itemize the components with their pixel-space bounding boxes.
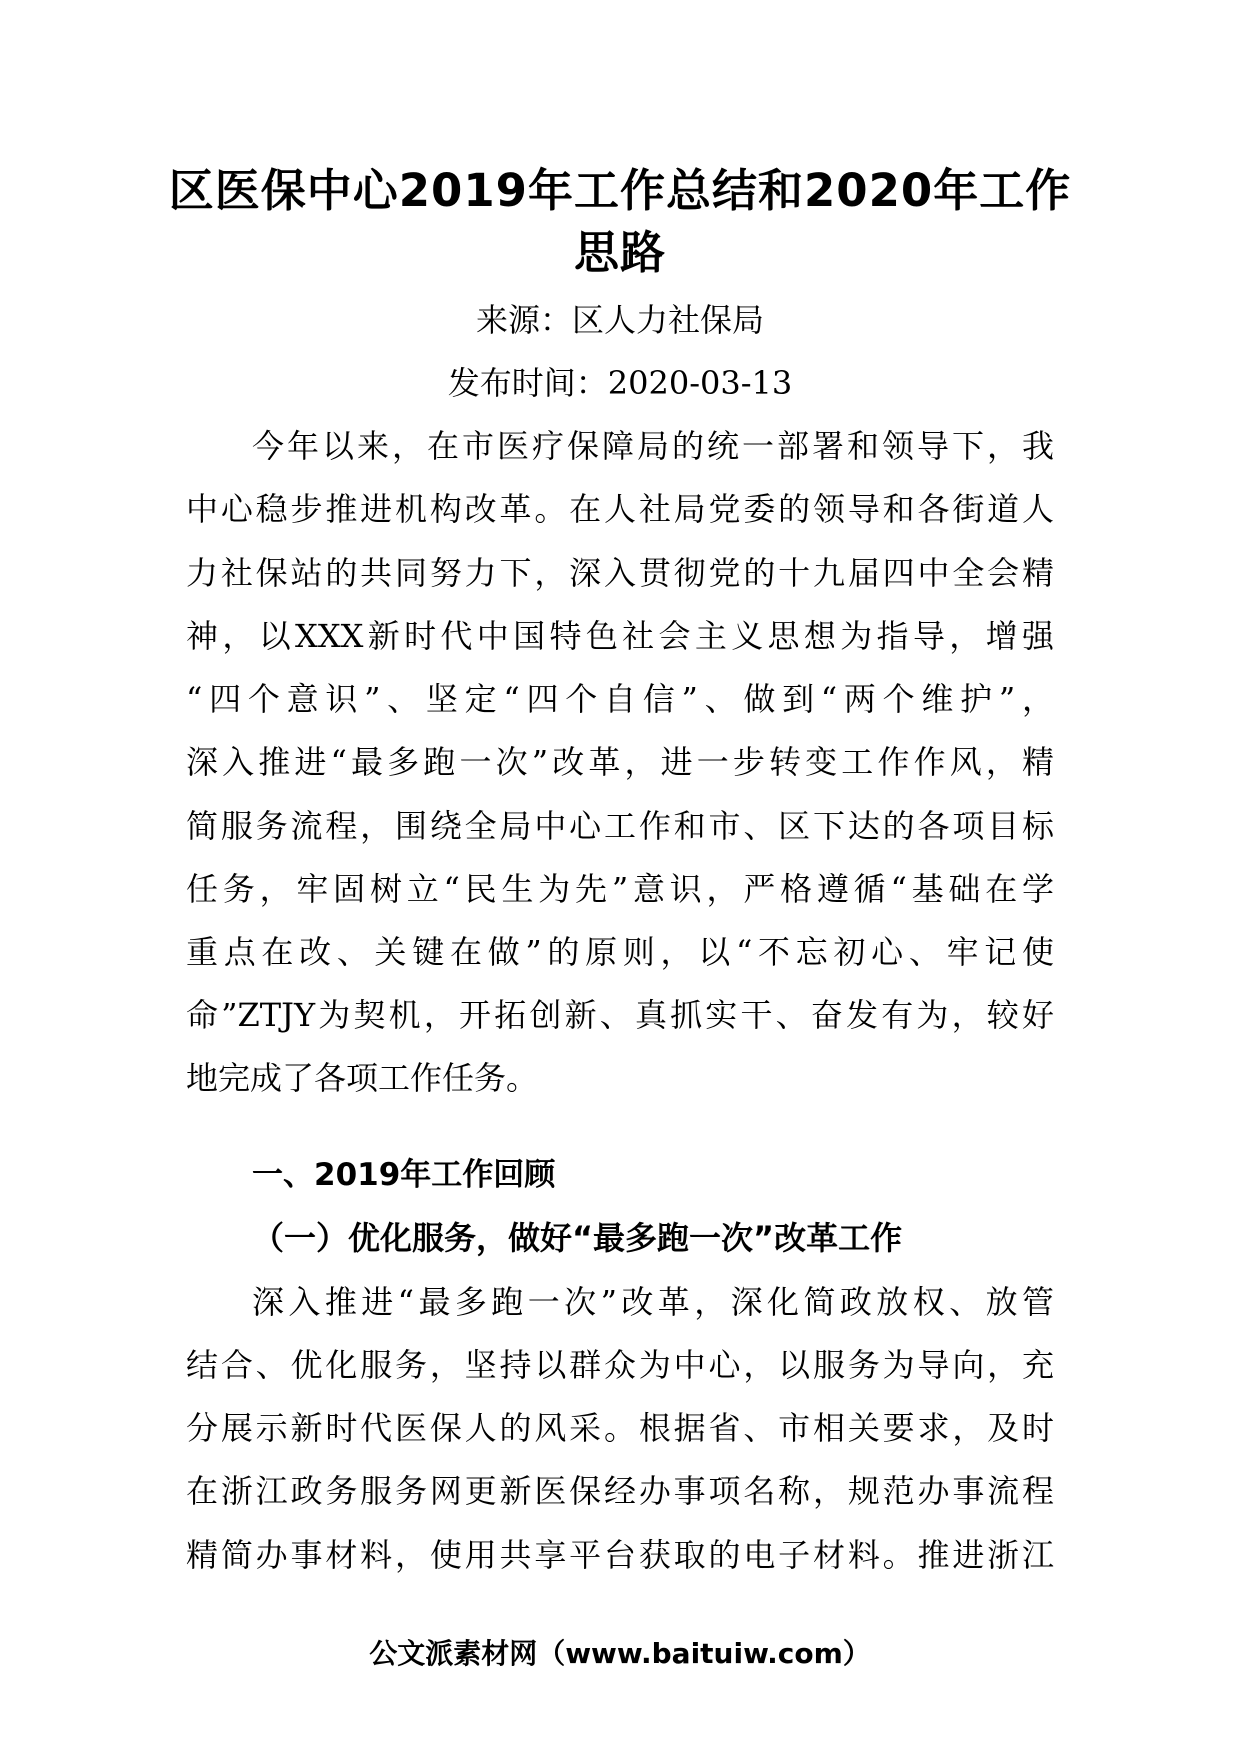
paragraph-line: “四个意识”、坚定“四个自信”、做到“两个维护”， bbox=[186, 680, 1054, 718]
paragraph-line: 精简办事材料，使用共享平台获取的电子材料。推进浙江 bbox=[186, 1536, 1054, 1574]
paragraph-line: 分展示新时代医保人的风采。根据省、市相关要求，及时 bbox=[186, 1409, 1054, 1447]
paragraph-line: 命”ZTJY为契机，开拓创新、真抓实干、奋发有为，较好 bbox=[186, 996, 1054, 1034]
paragraph-line: 简服务流程，围绕全局中心工作和市、区下达的各项目标 bbox=[186, 807, 1054, 845]
paragraph-line: 重点在改、关键在做”的原则，以“不忘初心、牢记使 bbox=[186, 933, 1054, 971]
paragraph-line: 深入推进“最多跑一次”改革，进一步转变工作作风，精 bbox=[186, 743, 1054, 781]
publish-date-line bbox=[0, 363, 1240, 403]
title-line-2: 思路 bbox=[573, 226, 666, 279]
paragraph-line: 在浙江政务服务网更新医保经办事项名称，规范办事流程 bbox=[186, 1472, 1054, 1510]
paragraph-line: 神，以XXX新时代中国特色社会主义思想为指导，增强 bbox=[186, 617, 1054, 655]
publish-date-label: 发布时间： bbox=[447, 364, 608, 402]
paragraph-line: 力社保站的共同努力下，深入贯彻党的十九届四中全会精 bbox=[186, 554, 1054, 592]
document-title bbox=[160, 160, 1080, 284]
title-line-1: 区医保中心2019年工作总结和2020年工作 bbox=[168, 164, 1072, 217]
section-heading: 一、2019年工作回顾 bbox=[252, 1157, 556, 1193]
source-label: 来源： bbox=[475, 301, 572, 339]
source-value: 区人力社保局 bbox=[572, 301, 765, 339]
paragraph-line: 地完成了各项工作任务。 bbox=[186, 1059, 539, 1097]
subsection-heading: （一）优化服务，做好“最多跑一次”改革工作 bbox=[252, 1219, 903, 1257]
footer-watermark: 公文派素材网（www.baituiw.com） bbox=[369, 1637, 871, 1670]
paragraph-line: 中心稳步推进机构改革。在人社局党委的领导和各街道人 bbox=[186, 490, 1054, 528]
paragraph-line: 今年以来，在市医疗保障局的统一部署和领导下，我 bbox=[252, 427, 1054, 465]
publish-date-value: 2020-03-13 bbox=[607, 364, 793, 402]
source-line bbox=[0, 300, 1240, 340]
paragraph-line: 任务，牢固树立“民生为先”意识，严格遵循“基础在学 bbox=[186, 870, 1054, 908]
paragraph-line: 深入推进“最多跑一次”改革，深化简政放权、放管 bbox=[252, 1283, 1054, 1321]
paragraph-line: 结合、优化服务，坚持以群众为中心，以服务为导向，充 bbox=[186, 1346, 1054, 1384]
